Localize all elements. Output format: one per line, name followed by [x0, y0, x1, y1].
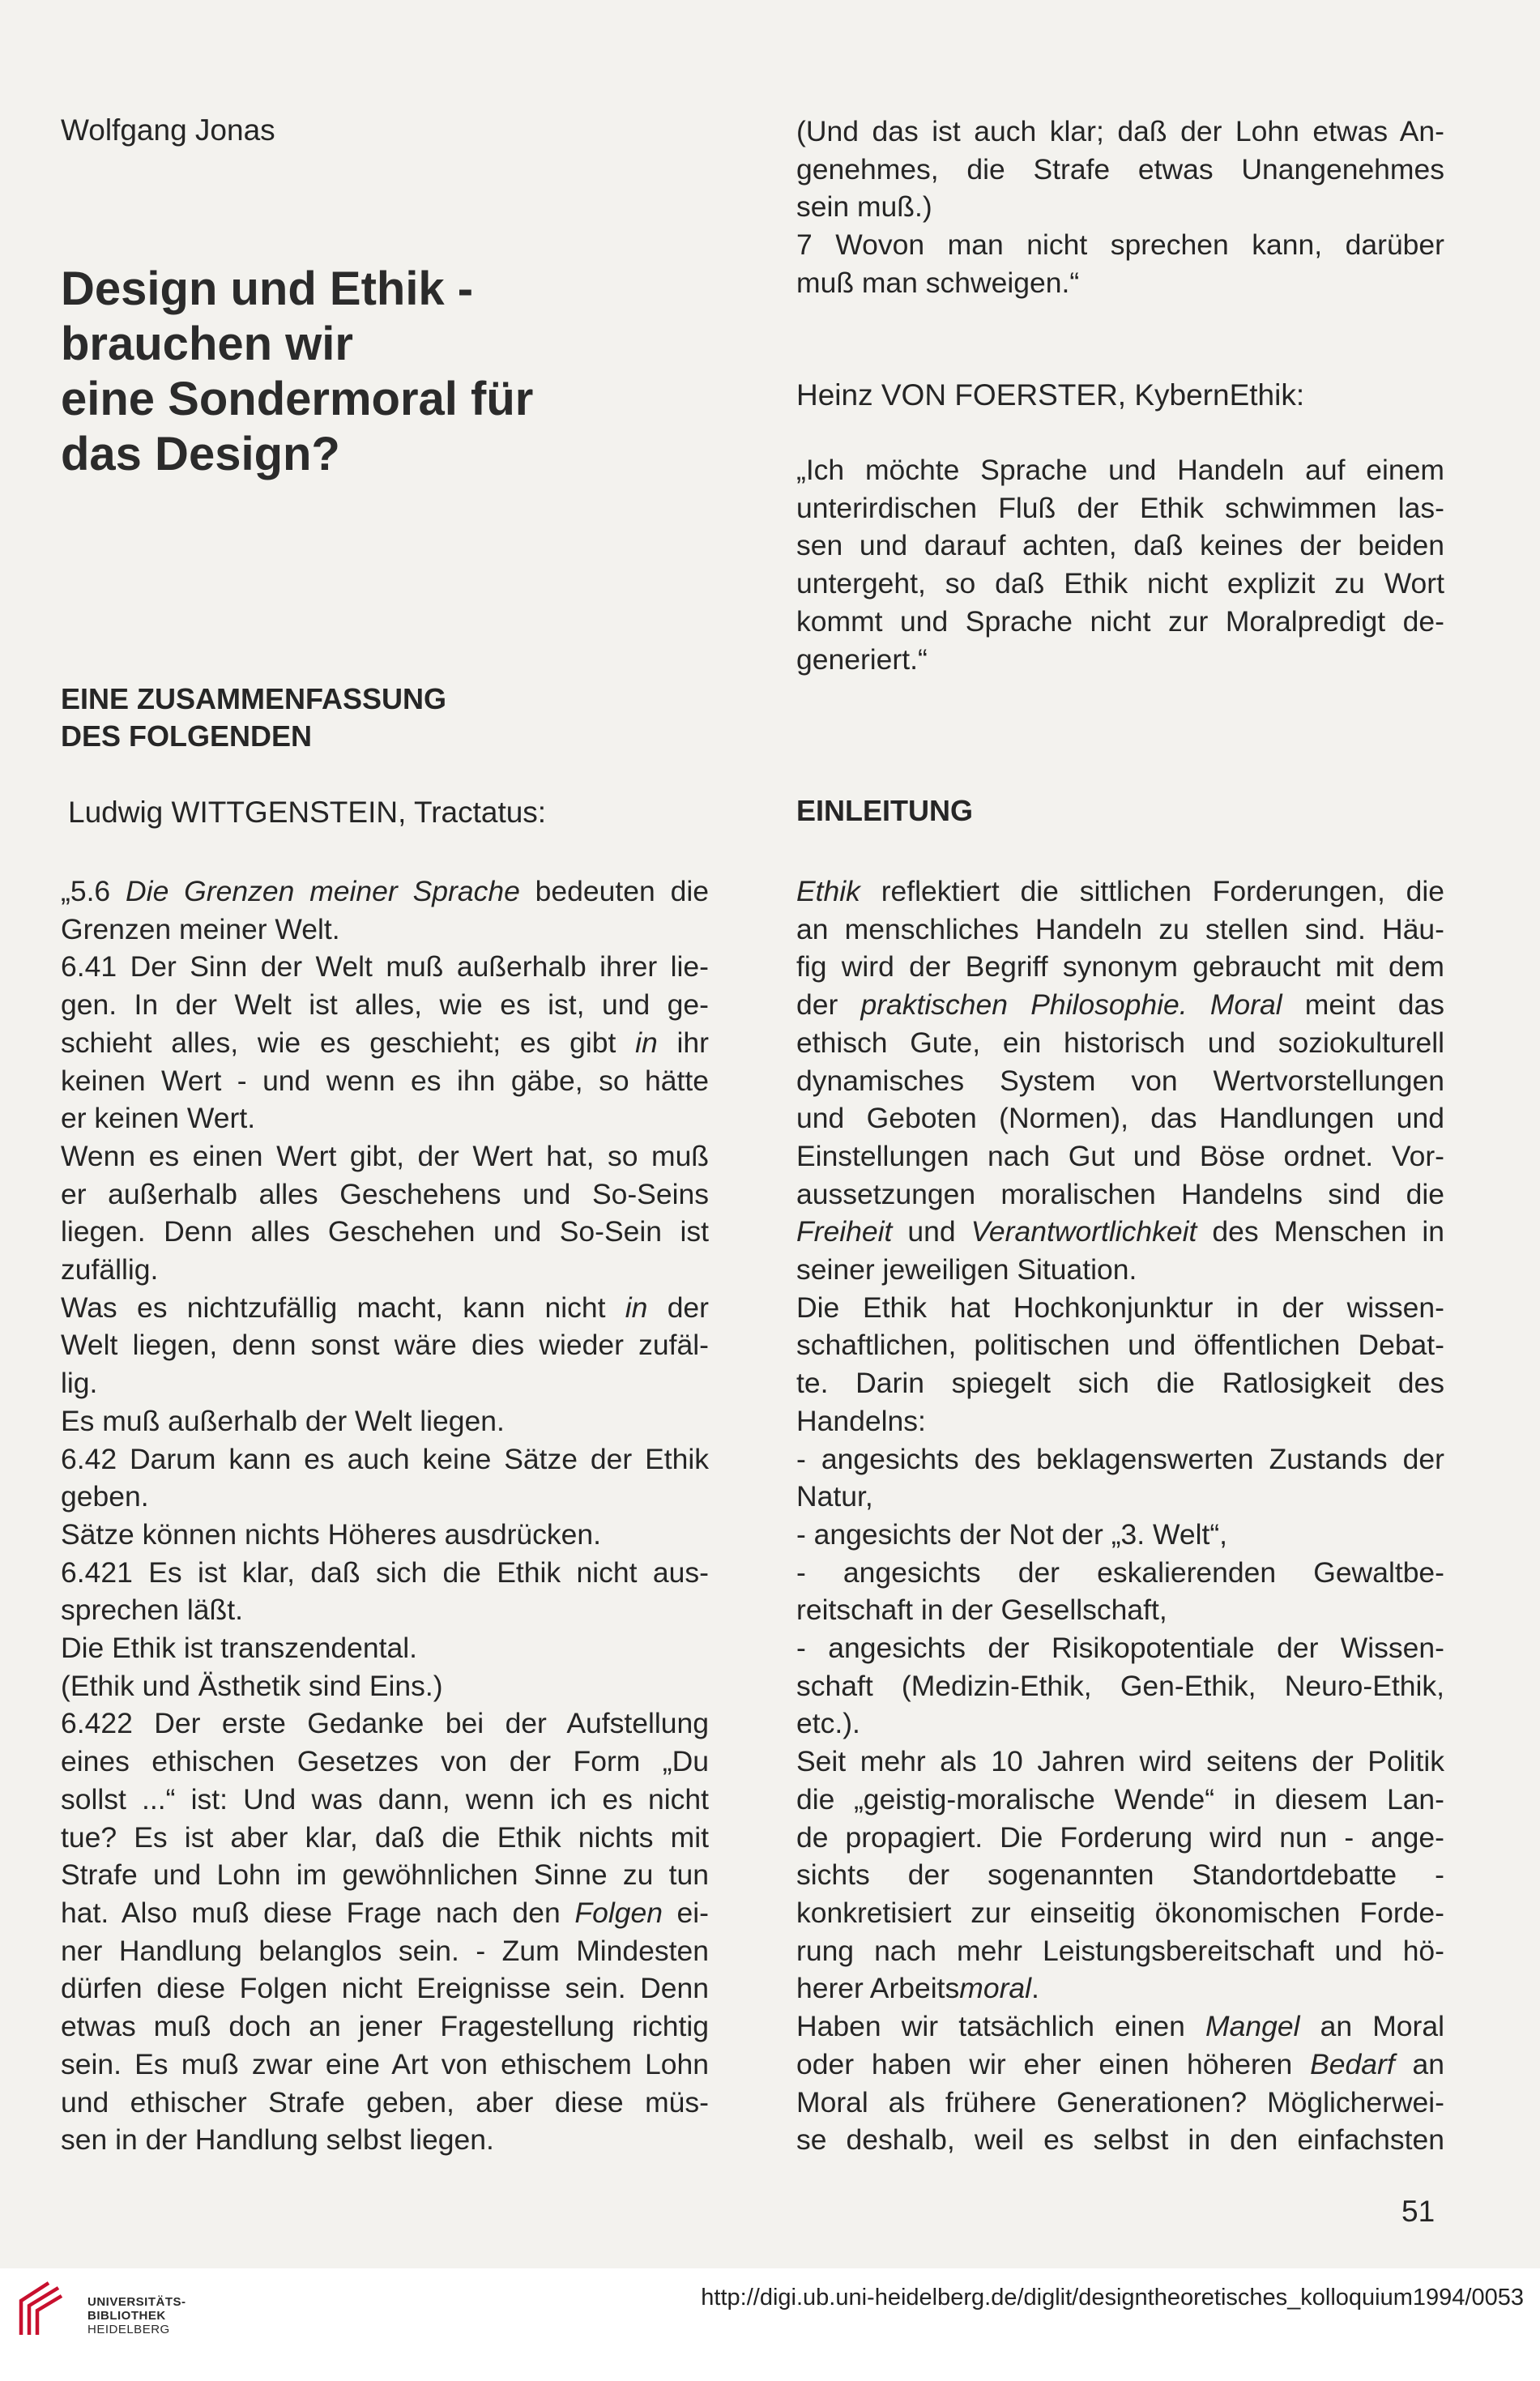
- text-line: die „geistig-moralische Wende“ in diesem Lan-: [796, 1782, 1444, 1816]
- heading-line: EINE ZUSAMMENFASSUNG: [61, 682, 447, 715]
- text-line: Handelns:: [796, 1404, 926, 1437]
- text-line: dynamisches System von Wertvorstellungen: [796, 1064, 1444, 1097]
- text-line: etwas muß doch an jener Fragestellung richtig: [61, 2010, 709, 2043]
- text-line: muß man schweigen.“: [796, 266, 1080, 299]
- text-line: sen und darauf achten, daß keines der beiden: [796, 529, 1444, 562]
- text-line: seiner jeweiligen Situation.: [796, 1253, 1137, 1287]
- text-line: Es muß außerhalb der Welt liegen.: [61, 1404, 505, 1437]
- text-line: Die Ethik hat Hochkonjunktur in der wissen-: [796, 1291, 1444, 1324]
- foerster-quote: [796, 451, 1444, 678]
- text-line: 6.41 Der Sinn der Welt muß außerhalb ihrer lie-: [61, 950, 709, 984]
- text-line: aussetzungen moralischen Handelns sind die: [796, 1177, 1444, 1210]
- text-line: dürfen diese Folgen nicht Ereignisse sein. Denn: [61, 1972, 709, 2005]
- text-line: Einstellungen nach Gut und Böse ordnet. Vor-: [796, 1139, 1444, 1172]
- page-number: 51: [1401, 2195, 1435, 2228]
- text-line: schaftlichen, politischen und öffentlichen Debat-: [796, 1329, 1444, 1362]
- title-line: das Design?: [61, 428, 340, 480]
- article-title: [61, 262, 563, 482]
- text-line: kommt und Sprache nicht zur Moralpredigt de-: [796, 604, 1444, 638]
- text-line: schaft (Medizin-Ethik, Gen-Ethik, Neuro-Ethik,: [796, 1669, 1444, 1702]
- text-line: an menschliches Handeln zu stellen sind. Häu-: [796, 912, 1444, 945]
- text-line: sichts der sogenannten Standortdebatte -: [796, 1858, 1444, 1892]
- text-line: sollst ...“ ist: Und was dann, wenn ich es nicht: [61, 1782, 709, 1816]
- summary-heading: [61, 681, 446, 755]
- text-line: hat. Also muß diese Frage nach den Folgen ei-: [61, 1896, 709, 1929]
- text-line: Moral als frühere Generationen? Möglicherwei-: [796, 2085, 1444, 2119]
- text-line: Seit mehr als 10 Jahren wird seitens der Politik: [796, 1745, 1444, 1778]
- logo-line: UNIVERSITÄTS-: [87, 2295, 186, 2309]
- library-logo-text: [87, 2295, 186, 2336]
- text-line: Natur,: [796, 1480, 873, 1513]
- text-line: - angesichts der eskalierenden Gewaltbe-: [796, 1555, 1444, 1589]
- text-line: sein muß.): [796, 190, 932, 224]
- text-line: reitschaft in der Gesellschaft,: [796, 1594, 1167, 1627]
- text-line: sprechen läßt.: [61, 1594, 243, 1627]
- text-line: fig wird der Begriff synonym gebraucht mit dem: [796, 950, 1444, 984]
- text-line: Sätze können nichts Höheres ausdrücken.: [61, 1517, 602, 1551]
- text-line: - angesichts des beklagenswerten Zustands der: [796, 1442, 1444, 1475]
- author-name: Wolfgang Jonas: [61, 113, 275, 147]
- heading-line: DES FOLGENDEN: [61, 719, 313, 753]
- left-column-text: [61, 873, 709, 2159]
- text-line: se deshalb, weil es selbst in den einfachsten: [796, 2123, 1444, 2157]
- text-line: „5.6 Die Grenzen meiner Sprache bedeuten die: [61, 875, 709, 907]
- title-line: brauchen wir: [61, 318, 353, 370]
- text-line: generiert.“: [796, 642, 928, 676]
- text-line: geben.: [61, 1480, 149, 1513]
- text-line: konkretisiert zur einseitig ökonomischen Forde-: [796, 1896, 1444, 1929]
- text-line: und ethischer Strafe geben, aber diese müs-: [61, 2085, 709, 2119]
- text-line: gen. In der Welt ist alles, wie es ist, und ge-: [61, 988, 709, 1022]
- text-line: etc.).: [796, 1707, 860, 1740]
- text-line: keinen Wert - und wenn es ihn gäbe, so hätte: [61, 1064, 709, 1097]
- right-column-top: [796, 113, 1444, 302]
- text-line: lig.: [61, 1367, 98, 1400]
- text-line: oder haben wir eher einen höheren Bedarf an: [796, 2047, 1444, 2080]
- text-line: Grenzen meiner Welt.: [61, 912, 340, 945]
- text-line: Freiheit und Verantwortlichkeit des Menschen in: [796, 1215, 1444, 1248]
- text-line: sen in der Handlung selbst liegen.: [61, 2123, 494, 2157]
- text-line: Welt liegen, denn sonst wäre dies wieder zufäl-: [61, 1329, 709, 1362]
- source-wittgenstein: Ludwig WITTGENSTEIN, Tractatus:: [68, 796, 547, 829]
- text-line: (Und das ist auch klar; daß der Lohn etwas An-: [796, 115, 1444, 147]
- text-line: Wenn es einen Wert gibt, der Wert hat, so muß: [61, 1139, 709, 1172]
- text-line: Was es nichtzufällig macht, kann nicht in der: [61, 1291, 709, 1324]
- text-line: - angesichts der Risikopotentiale der Wissen-: [796, 1632, 1444, 1665]
- text-line: 6.421 Es ist klar, daß sich die Ethik nicht aus-: [61, 1555, 709, 1589]
- logo-line: HEIDELBERG: [87, 2323, 170, 2336]
- text-line: ethisch Gute, ein historisch und soziokulturell: [796, 1026, 1444, 1059]
- text-line: Die Ethik ist transzendental.: [61, 1632, 418, 1665]
- text-line: eines ethischen Gesetzes von der Form „Du: [61, 1745, 709, 1778]
- logo-line: BIBLIOTHEK: [87, 2309, 166, 2323]
- text-line: „Ich möchte Sprache und Handeln auf einem: [796, 454, 1444, 486]
- text-line: 6.422 Der erste Gedanke bei der Aufstellung: [61, 1707, 709, 1740]
- text-line: liegen. Denn alles Geschehen und So-Sein ist: [61, 1215, 709, 1248]
- library-logo-icon: [16, 2280, 65, 2338]
- text-line: - angesichts der Not der „3. Welt“,: [796, 1517, 1228, 1551]
- source-url-link[interactable]: http://digi.ub.uni-heidelberg.de/diglit/designtheoretisches_kolloquium1994/0053: [701, 2285, 1524, 2311]
- text-line: genehmes, die Strafe etwas Unangenehmes: [796, 152, 1444, 186]
- text-line: Strafe und Lohn im gewöhnlichen Sinne zu tun: [61, 1858, 709, 1892]
- text-line: sein. Es muß zwar eine Art von ethischem Lohn: [61, 2047, 709, 2080]
- text-line: Haben wir tatsächlich einen Mangel an Moral: [796, 2010, 1444, 2043]
- title-line: eine Sondermoral für: [61, 373, 534, 425]
- text-line: er keinen Wert.: [61, 1102, 256, 1135]
- text-line: 7 Wovon man nicht sprechen kann, darüber: [796, 228, 1444, 262]
- source-foerster: Heinz VON FOERSTER, KybernEthik:: [796, 378, 1305, 412]
- text-line: der praktischen Philosophie. Moral meint das: [796, 988, 1444, 1022]
- text-line: 6.42 Darum kann es auch keine Sätze der Ethik: [61, 1442, 709, 1475]
- text-line: zufällig.: [61, 1253, 159, 1287]
- text-line: und Geboten (Normen), das Handlungen und: [796, 1102, 1444, 1135]
- text-line: schieht alles, wie es geschieht; es gibt in ihr: [61, 1026, 709, 1059]
- text-line: herer Arbeitsmoral.: [796, 1972, 1039, 2005]
- text-line: tue? Es ist aber klar, daß die Ethik nichts mit: [61, 1820, 709, 1854]
- text-line: untergeht, so daß Ethik nicht explizit zu Wort: [796, 567, 1444, 600]
- text-line: de propagiert. Die Forderung wird nun - ange-: [796, 1820, 1444, 1854]
- text-line: unterirdischen Fluß der Ethik schwimmen las-: [796, 491, 1444, 524]
- text-line: (Ethik und Ästhetik sind Eins.): [61, 1669, 443, 1702]
- right-column-text: [796, 873, 1444, 2159]
- text-line: te. Darin spiegelt sich die Ratlosigkeit des: [796, 1367, 1444, 1400]
- title-line: Design und Ethik -: [61, 262, 474, 315]
- introduction-heading: EINLEITUNG: [796, 794, 974, 827]
- text-line: er außerhalb alles Geschehens und So-Seins: [61, 1177, 709, 1210]
- text-line: ner Handlung belanglos sein. - Zum Mindesten: [61, 1934, 709, 1967]
- text-line: rung nach mehr Leistungsbereitschaft und hö-: [796, 1934, 1444, 1967]
- text-line: Ethik reflektiert die sittlichen Forderungen, die: [796, 875, 1444, 907]
